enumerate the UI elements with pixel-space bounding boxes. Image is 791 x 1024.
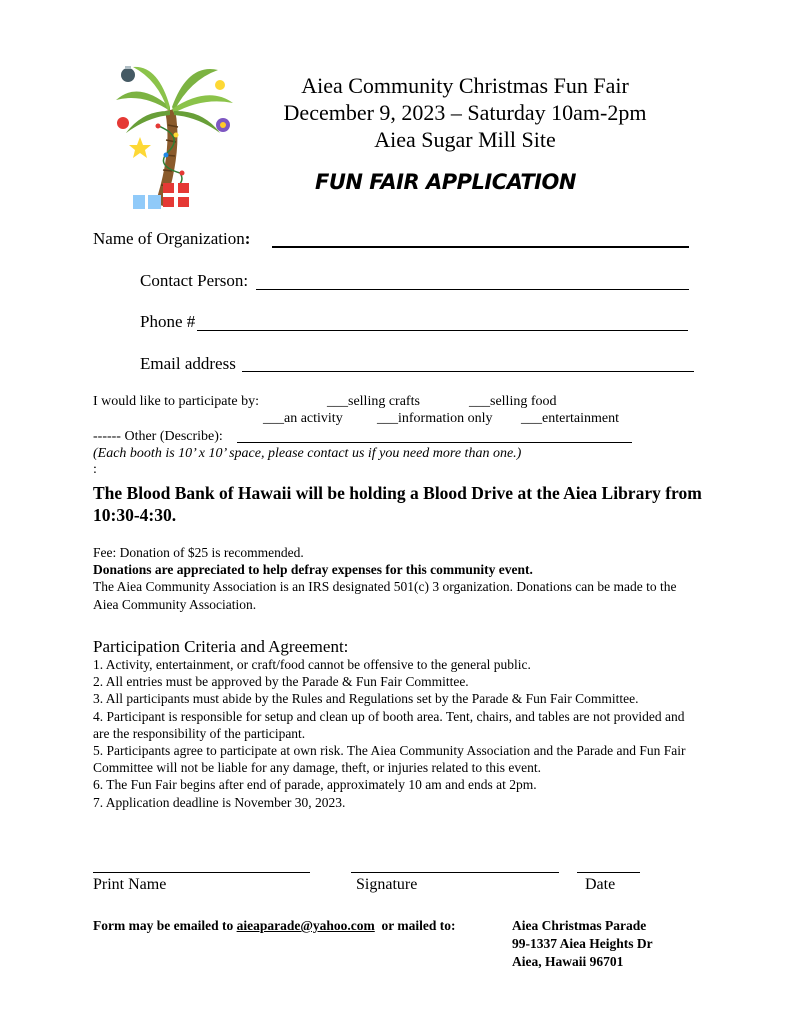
email-link[interactable]: aieaparade@yahoo.com (236, 918, 375, 933)
event-date: December 9, 2023 – Saturday 10am-2pm (283, 100, 647, 125)
organization-label: Name of Organization: (93, 229, 251, 248)
event-title: Aiea Community Christmas Fun Fair (301, 73, 629, 98)
option-selling-food[interactable]: ___selling food (469, 394, 557, 409)
mailing-address-line3: Aiea, Hawaii 96701 (512, 954, 624, 969)
stray-colon: : (93, 462, 97, 477)
criteria-item: 7. Application deadline is November 30, 2023. (93, 794, 346, 810)
option-other-label: ------ Other (Describe): (93, 429, 223, 444)
criteria-item: 5. Participants agree to participate at own risk. The Aiea Community Association and the Parade and Fun Fair Committee will not be liable for any damage, theft, or injuries related to this event. (93, 743, 686, 776)
criteria-item: 6. The Fun Fair begins after end of parade, approximately 10 am and ends at 2pm. (93, 777, 537, 793)
criteria-item: 2. All entries must be approved by the Parade & Fun Fair Committee. (93, 674, 469, 690)
criteria-heading: Participation Criteria and Agreement: (93, 637, 349, 656)
palm-tree-christmas-icon (108, 55, 238, 215)
date-field[interactable] (577, 872, 640, 873)
email-field[interactable] (242, 371, 694, 372)
other-describe-field[interactable] (237, 442, 632, 443)
phone-field[interactable] (197, 330, 688, 331)
date-label: Date (585, 876, 616, 893)
booth-note: (Each booth is 10’ x 10’ space, please contact us if you need more than one.) (93, 446, 522, 461)
contact-person-label: Contact Person: (140, 271, 249, 290)
organization-field[interactable] (272, 246, 689, 248)
signature-label: Signature (356, 876, 418, 893)
criteria-item: 4. Participant is responsible for setup and clean up of booth area. Tent, chairs, and tables are not provided and are the responsibility of the participant. (93, 708, 685, 741)
signature-field[interactable] (351, 872, 559, 873)
option-entertainment[interactable]: ___entertainment (521, 411, 619, 426)
fee-line: Fee: Donation of $25 is recommended. (93, 545, 304, 560)
option-information-only[interactable]: ___information only (377, 411, 493, 426)
criteria-list (93, 656, 703, 811)
mailing-address-line1: Aiea Christmas Parade (512, 918, 647, 933)
contact-person-field[interactable] (256, 289, 689, 290)
phone-label: Phone # (140, 312, 196, 331)
print-name-label: Print Name (93, 876, 167, 893)
criteria-item: 3. All participants must abide by the Rules and Regulations set by the Parade & Fun Fair Committee. (93, 691, 639, 707)
participate-intro: I would like to participate by: (93, 394, 260, 409)
criteria-item: 1. Activity, entertainment, or craft/food cannot be offensive to the general public. (93, 657, 531, 672)
event-location: Aiea Sugar Mill Site (374, 127, 556, 152)
irs-note: The Aiea Community Association is an IRS designated 501(c) 3 organization. Donations can be made to the Aiea Community Association. (93, 579, 677, 612)
footer-submit-line: Form may be emailed to aieaparade@yahoo.com or mailed to: (93, 918, 456, 933)
donation-appreciation: Donations are appreciated to help defray expenses for this community event. (93, 562, 533, 577)
application-title: FUN FAIR APPLICATION (315, 170, 576, 194)
print-name-field[interactable] (93, 872, 310, 873)
mailing-address-line2: 99-1337 Aiea Heights Dr (512, 936, 653, 951)
blood-drive-notice: The Blood Bank of Hawaii will be holding a Blood Drive at the Aiea Library from 10:30-4:30. (93, 483, 702, 525)
option-selling-crafts[interactable]: ___selling crafts (327, 394, 420, 409)
option-activity[interactable]: ___an activity (263, 411, 343, 426)
email-label: Email address (140, 354, 236, 373)
